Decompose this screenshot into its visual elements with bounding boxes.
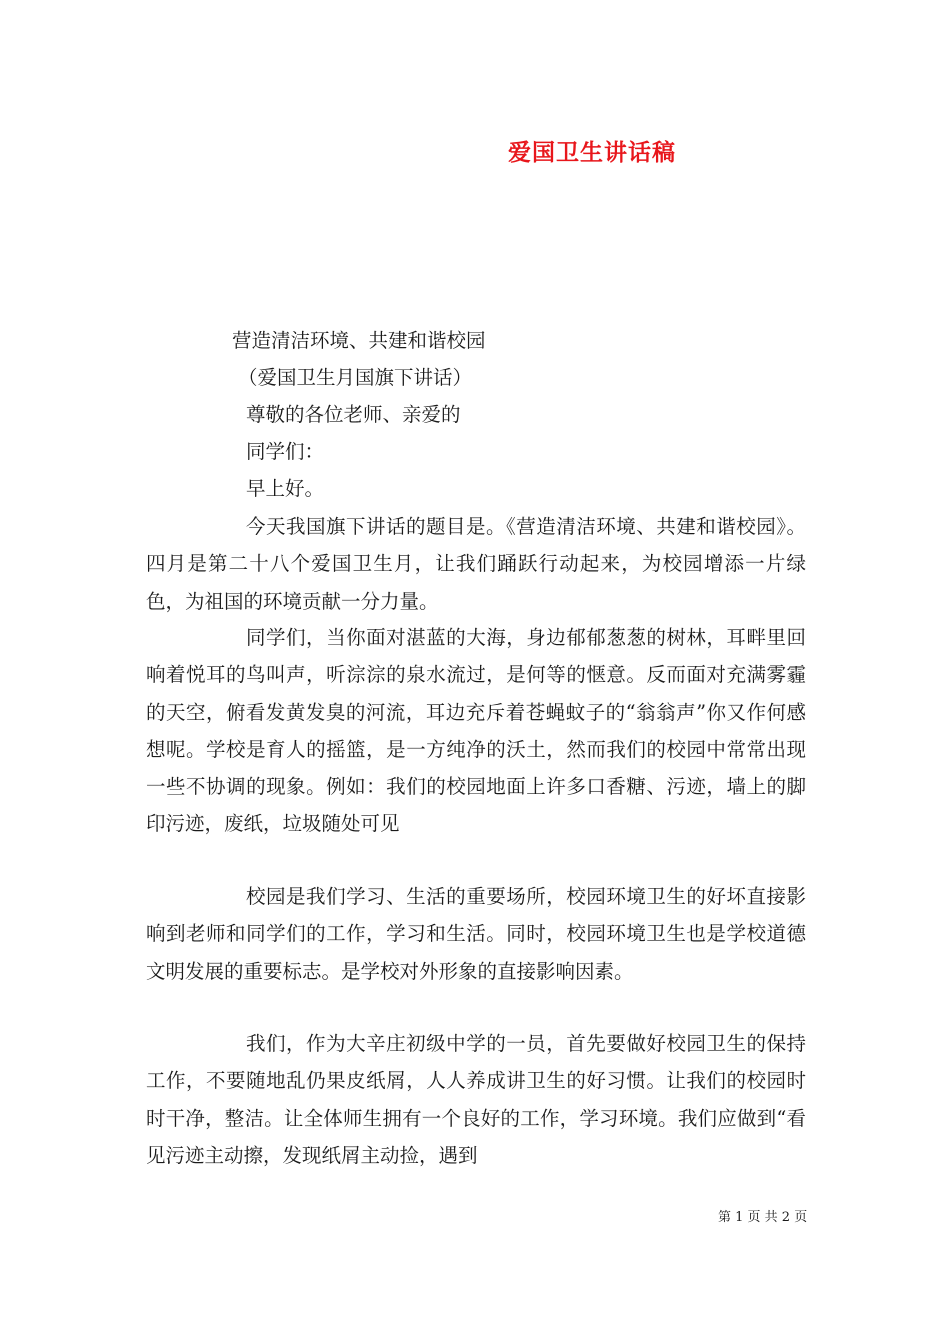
paragraph-3: 校园是我们学习、生活的重要场所，校园环境卫生的好坏直接影响到老师和同学们的工作，学习和生活。同时，校园环境卫生也是学校道德文明发展的重要标志。是学校对外形象的直接影响因素。 (146, 885, 806, 983)
paragraph-2: 同学们，当你面对湛蓝的大海，身边郁郁葱葱的树林，耳畔里回响着悦耳的鸟叫声，听淙淙的泉水流过，是何等的惬意。反而面对充满雾霾的天空，俯看发黄发臭的河流，耳边充斥着苍蝇蚊子的“翁翁声”你又作何感想呢。学校是育人的摇篮，是一方纯净的沃土，然而我们的校园中常常出现一些不协调的现象。例如：我们的校园地面上许多口香糖、污迹，墙上的脚印污迹，废纸，垃圾随处可见 (146, 626, 806, 836)
salutation-line-2: 同学们： (246, 440, 325, 463)
speech-heading: 营造清洁环境、共建和谐校园 (232, 329, 486, 352)
paragraph-4: 我们，作为大辛庄初级中学的一员，首先要做好校园卫生的保持工作，不要随地乱仍果皮纸屑，人人养成讲卫生的好习惯。让我们的校园时时干净，整洁。让全体师生拥有一个良好的工作，学习环境。我们应做到“看见污迹主动擦，发现纸屑主动捡，遇到 (146, 1032, 806, 1167)
greeting: 早上好。 (246, 477, 325, 500)
paragraph-1: 今天我国旗下讲话的题目是。《营造清洁环境、共建和谐校园》。四月是第二十八个爱国卫生月，让我们踊跃行动起来，为校园增添一片绿色，为祖国的环境贡献一分力量。 (146, 515, 806, 613)
salutation-line-1: 尊敬的各位老师、亲爱的 (246, 403, 461, 426)
page-footer: 第 1 页 共 2 页 (718, 1210, 808, 1225)
document-title: 爱国卫生讲话稿 (508, 140, 676, 166)
speech-subheading: （爱国卫生月国旗下讲话） (238, 366, 473, 389)
